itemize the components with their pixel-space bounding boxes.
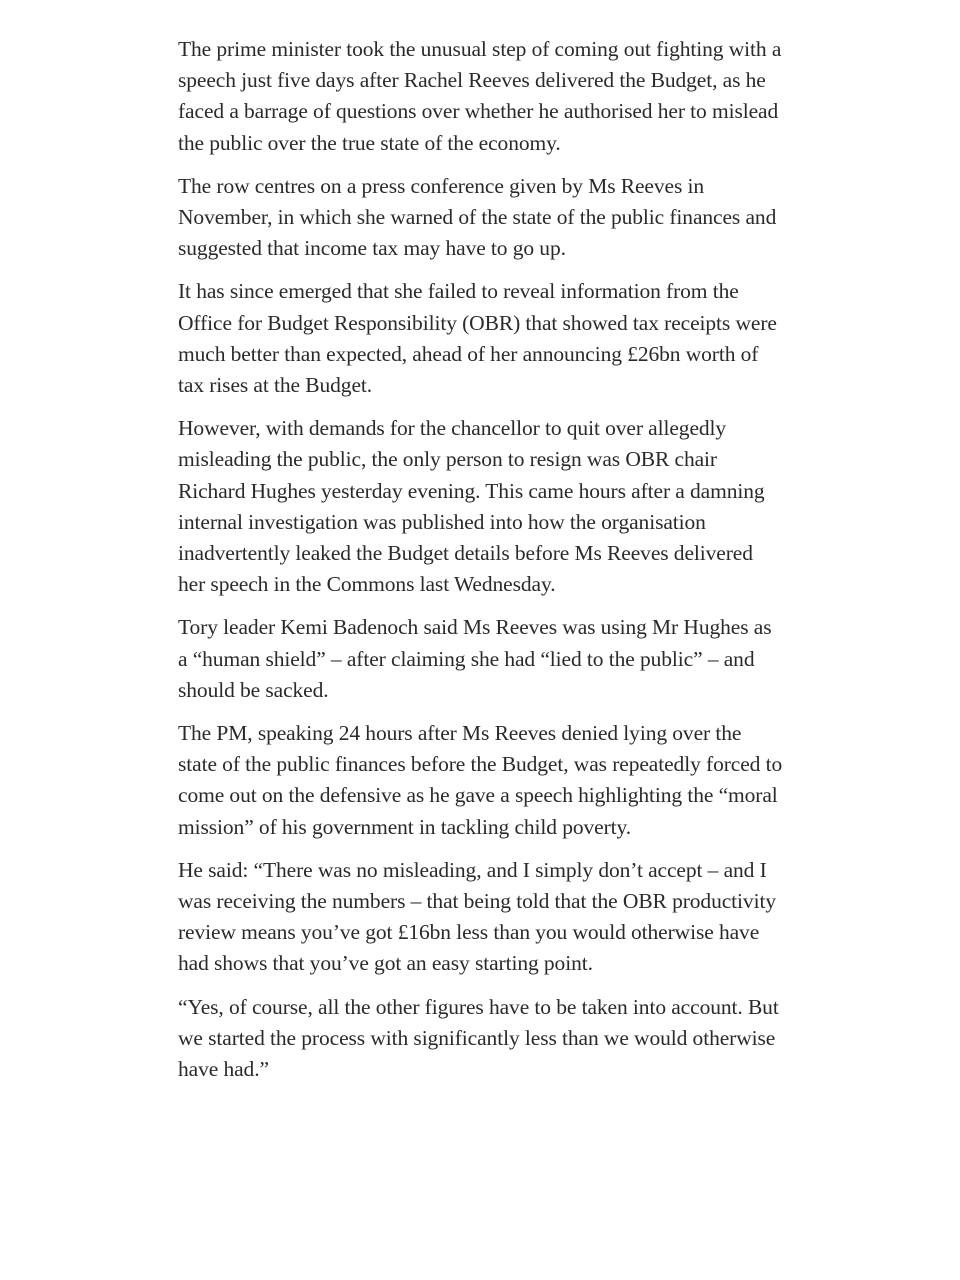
article-paragraph: However, with demands for the chancellor to quit over allegedly misleading the public, the only person to resign was OBR chair Richard Hughes yesterday evening. This came hours after a damning internal investigation was published into how the organisation inadvertently leaked the Budget details before Ms Reeves delivered her speech in the Commons last Wednesday. — [178, 416, 765, 597]
article-paragraph: It has since emerged that she failed to reveal information from the Office for Budget Responsibility (OBR) that showed tax receipts were much better than expected, ahead of her announcing £26bn worth of tax rises at the Budget. — [178, 279, 777, 398]
article-paragraph: Tory leader Kemi Badenoch said Ms Reeves was using Mr Hughes as a “human shield” – after claiming she had “lied to the public” – and should be sacked. — [178, 615, 772, 702]
article-paragraph: He said: “There was no misleading, and I simply don’t accept – and I was receiving the numbers – that being told that the OBR productivity review means you’ve got £16bn less than you would otherwise have had shows that you’ve got an easy starting point. — [178, 857, 776, 976]
article-paragraph: The prime minister took the unusual step of coming out fighting with a speech just five days after Rachel Reeves delivered the Budget, as he faced a barrage of questions over whether he authorised her to mislead the public over the true state of the economy. — [178, 37, 782, 155]
article-paragraph: The row centres on a press conference given by Ms Reeves in November, in which she warned of the state of the public finances and suggested that income tax may have to go up. — [178, 173, 777, 261]
article-paragraph: The PM, speaking 24 hours after Ms Reeves denied lying over the state of the public finances before the Budget, was repeatedly forced to come out on the defensive as he gave a speech highlighting the “moral mission” of his government in tackling child poverty. — [178, 721, 783, 839]
article-paragraph: “Yes, of course, all the other figures have to be taken into account. But we started the process with significantly less than we would otherwise have had.” — [178, 994, 779, 1082]
article-body — [178, 34, 784, 1097]
